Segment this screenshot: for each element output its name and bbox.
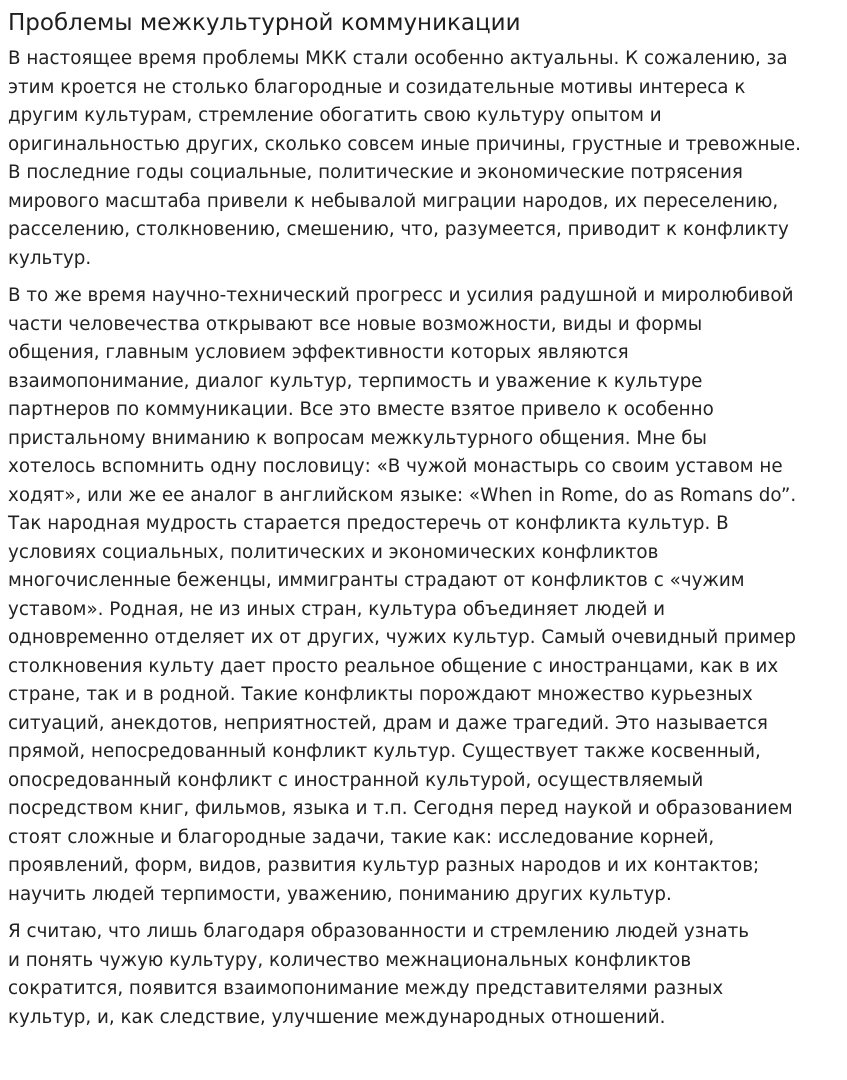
document [8,6,839,1032]
paragraph-3: Я считаю, что лишь благодаря образованности и стремлению людей узнать и понять чужую культуру, количество межнациональных конфликтов сократится, появится взаимопонимание между представителями разных культур, и, как следствие, улучшение международных отношений. [8,921,750,1028]
document-title: Проблемы межкультурной коммуникации [8,10,521,36]
paragraph-2: В то же время научно-технический прогресс и усилия радушной и миролюбивой части человечества открывают все новые возможности, виды и формы общения, главным условием эффективности которых являются взаимопонимание, диалог культур, терпимость и уважение к культуре партнеров по коммуникации. Все это вместе взятое привело к особенно пристальному вниманию к вопросам межкультурного общения. Мне бы хотелось вспомнить одну пословицу: «В чужой монастырь со своим уставом не ходят», или же ее аналог в английском языке: «When in Rome, do as Romans do”. Так народная мудрость старается предостеречь от конфликта культур. В условиях социальных, политических и экономических конфликтов многочисленные беженцы, иммигранты страдают от конфликтов с «чужим уставом». Родная, не из иных стран, культура объединяет людей и одновременно отделяет их от других, чужих культур. Самый очевидный пример столкновения культу дает просто реальное общение с иностранцами, как в их стране, так и в родной. Такие конфликты порождают множество курьезных ситуаций, анекдотов, неприятностей, драм и даже трагедий. Это называется прямой, непосредованный конфликт культур. Существует также косвенный, опосредованный конфликт с иностранной культурой, осуществляемый посредством книг, фильмов, языка и т.п. Сегодня перед наукой и образованием стоят сложные и благородные задачи, такие как: исследование корней, проявлений, форм, видов, развития культур разных народов и их контактов; научить людей терпимости, уважению, пониманию других культур. [8,285,797,905]
paragraph-1: В настоящее время проблемы МКК стали особенно актуальны. К сожалению, за этим кроется не столько благородные и созидательные мотивы интереса к другим культурам, стремление обогатить свою культуру опытом и оригинальностью других, сколько совсем иные причины, грустные и тревожные. В последние годы социальные, политические и экономические потрясения мирового масштаба привели к небывалой миграции народов, их переселению, расселению, столкновению, смешению, что, разумеется, приводит к конфликту культур. [8,48,801,269]
